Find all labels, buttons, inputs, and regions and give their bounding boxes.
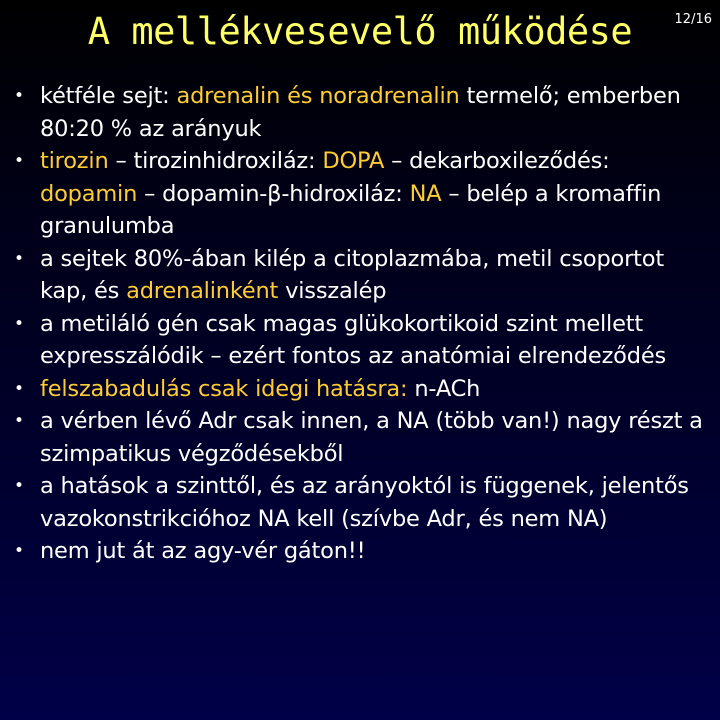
bullet-text: – dopamin-β-hidroxiláz: [137,180,410,207]
highlighted-term: DOPA [322,148,385,174]
bullet-item [0,405,720,470]
bullet-item [0,470,720,535]
bullet-text: a metiláló gén csak magas glükokortikoid szint mellett expresszálódik – ezért fontos az anatómiai elrendeződés [40,310,666,369]
slide-title: A mellékvesevelő működése [87,10,633,53]
bullet-text: a vérben lévő Adr csak innen, a NA (több van!) nagy részt a szimpatikus végződésekből [40,408,703,467]
bullet-text: a sejtek 80%-ában kilép a citoplazmába, metil csoportot kap, és [40,245,664,304]
bullet-text: a hatások a szinttől, és az arányoktól is függenek, jelentős vazokonstrikcióhoz NA kell (szívbe Adr, és nem NA) [40,473,689,532]
highlighted-term: felszabadulás csak idegi hatásra: [40,375,408,402]
bullet-text: kétféle sejt: [40,83,177,109]
bullet-item [0,145,720,243]
bullet-text: n-ACh [407,375,481,402]
bullet-text: nem jut át az agy-vér gáton!! [40,538,366,564]
bullet-text: visszalép [278,278,387,304]
bullet-text: – tirozinhidroxiláz: [108,148,323,174]
highlighted-term: dopamin [40,180,138,207]
page-number: 12/16 [674,12,712,27]
bullet-item [0,373,720,406]
bullet-item [0,80,720,145]
bullet-list [0,80,720,568]
bullet-item [0,535,720,568]
highlighted-term: tirozin [40,148,109,174]
bullet-text: termelő; emberben 80:20 % az arányuk [40,83,681,142]
bullet-item [0,243,720,308]
bullet-text: – dekarboxileződés: [384,148,610,174]
bullet-text: – belép a kromaffin granulumba [40,180,662,239]
highlighted-term: adrenalinként [126,278,279,304]
bullet-item [0,308,720,373]
highlighted-term: NA [409,180,442,207]
highlighted-term: adrenalin és noradrenalin [176,83,460,109]
